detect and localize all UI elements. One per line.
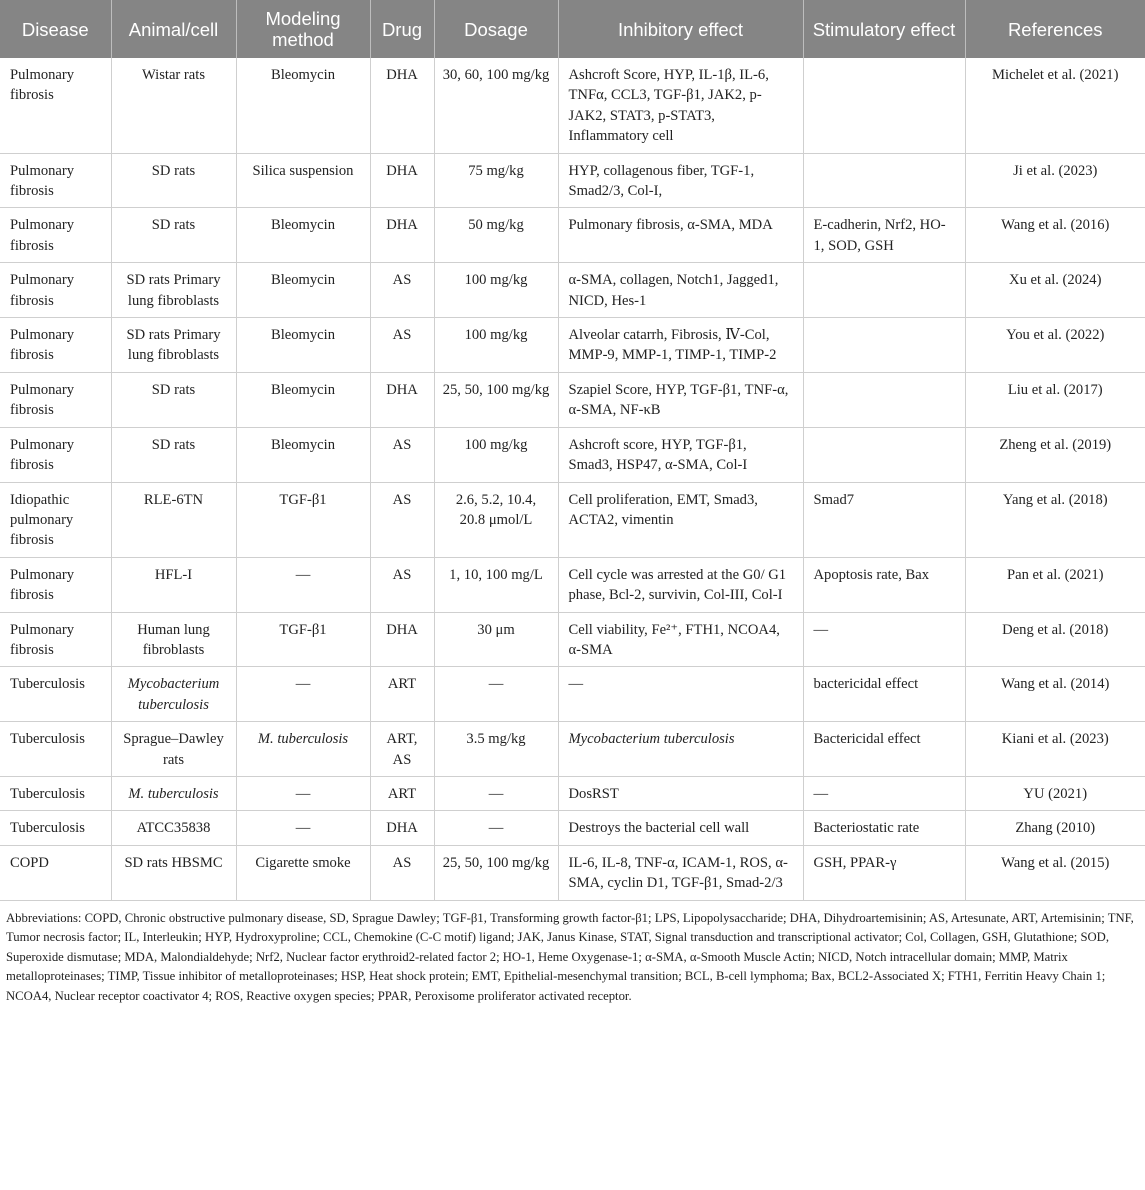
cell-stimulatory-effect xyxy=(803,427,965,482)
table-row xyxy=(0,58,1145,153)
cell-stimulatory-effect: Bacteriostatic rate xyxy=(803,811,965,845)
cell-dosage: 100 mg/kg xyxy=(434,318,558,373)
table-row xyxy=(0,427,1145,482)
cell-disease: Pulmonary fibrosis xyxy=(0,58,111,153)
cell-dosage: — xyxy=(434,776,558,810)
cell-disease: Pulmonary fibrosis xyxy=(0,263,111,318)
cell-references: You et al. (2022) xyxy=(965,318,1145,373)
cell-animal-cell: ATCC35838 xyxy=(111,811,236,845)
table-row xyxy=(0,557,1145,612)
header-stimulatory-effect: Stimulatory effect xyxy=(803,0,965,58)
cell-dosage: 75 mg/kg xyxy=(434,153,558,208)
cell-modeling-method: Silica suspension xyxy=(236,153,370,208)
cell-inhibitory-effect: Szapiel Score, HYP, TGF-β1, TNF-α, α-SMA, NF-κB xyxy=(558,372,803,427)
cell-drug: AS xyxy=(370,263,434,318)
cell-dosage: 100 mg/kg xyxy=(434,427,558,482)
cell-modeling-method: Bleomycin xyxy=(236,372,370,427)
cell-disease: Pulmonary fibrosis xyxy=(0,153,111,208)
cell-inhibitory-effect: Cell viability, Fe²⁺, FTH1, NCOA4, α-SMA xyxy=(558,612,803,667)
cell-modeling-method: — xyxy=(236,811,370,845)
cell-animal-cell: Wistar rats xyxy=(111,58,236,153)
cell-disease: Pulmonary fibrosis xyxy=(0,318,111,373)
cell-disease: Tuberculosis xyxy=(0,722,111,777)
cell-disease: Tuberculosis xyxy=(0,776,111,810)
cell-modeling-method: Bleomycin xyxy=(236,427,370,482)
cell-drug: DHA xyxy=(370,612,434,667)
cell-stimulatory-effect: bactericidal effect xyxy=(803,667,965,722)
cell-drug: ART xyxy=(370,776,434,810)
cell-references: Xu et al. (2024) xyxy=(965,263,1145,318)
cell-stimulatory-effect: GSH, PPAR-γ xyxy=(803,845,965,900)
cell-dosage: 1, 10, 100 mg/L xyxy=(434,557,558,612)
cell-animal-cell: Sprague–Dawley rats xyxy=(111,722,236,777)
cell-animal-cell: M. tuberculosis xyxy=(111,776,236,810)
table-row xyxy=(0,482,1145,557)
cell-references: Deng et al. (2018) xyxy=(965,612,1145,667)
cell-drug: ART, AS xyxy=(370,722,434,777)
table-row xyxy=(0,667,1145,722)
header-references: References xyxy=(965,0,1145,58)
cell-modeling-method: Bleomycin xyxy=(236,263,370,318)
cell-dosage: — xyxy=(434,811,558,845)
cell-drug: DHA xyxy=(370,153,434,208)
cell-drug: DHA xyxy=(370,811,434,845)
header-inhibitory-effect: Inhibitory effect xyxy=(558,0,803,58)
cell-dosage: 2.6, 5.2, 10.4, 20.8 μmol/L xyxy=(434,482,558,557)
cell-modeling-method: Cigarette smoke xyxy=(236,845,370,900)
cell-stimulatory-effect: Bactericidal effect xyxy=(803,722,965,777)
table-row xyxy=(0,811,1145,845)
table-row xyxy=(0,208,1145,263)
cell-inhibitory-effect: Pulmonary fibrosis, α-SMA, MDA xyxy=(558,208,803,263)
cell-dosage: 3.5 mg/kg xyxy=(434,722,558,777)
table-row xyxy=(0,845,1145,900)
cell-animal-cell: Human lung fibroblasts xyxy=(111,612,236,667)
cell-drug: AS xyxy=(370,427,434,482)
cell-drug: DHA xyxy=(370,58,434,153)
cell-modeling-method: — xyxy=(236,776,370,810)
cell-disease: Pulmonary fibrosis xyxy=(0,372,111,427)
cell-references: Pan et al. (2021) xyxy=(965,557,1145,612)
table-body xyxy=(0,58,1145,900)
cell-dosage: 25, 50, 100 mg/kg xyxy=(434,372,558,427)
cell-dosage: 30 μm xyxy=(434,612,558,667)
cell-animal-cell: SD rats Primary lung fibroblasts xyxy=(111,318,236,373)
cell-inhibitory-effect: HYP, collagenous fiber, TGF-1, Smad2/3, Col-I, xyxy=(558,153,803,208)
cell-modeling-method: — xyxy=(236,557,370,612)
cell-stimulatory-effect xyxy=(803,153,965,208)
cell-modeling-method: Bleomycin xyxy=(236,318,370,373)
cell-references: Kiani et al. (2023) xyxy=(965,722,1145,777)
cell-modeling-method: TGF-β1 xyxy=(236,482,370,557)
header-modeling-method: Modeling method xyxy=(236,0,370,58)
table-row xyxy=(0,612,1145,667)
cell-references: Wang et al. (2014) xyxy=(965,667,1145,722)
cell-animal-cell: SD rats xyxy=(111,153,236,208)
cell-references: Zheng et al. (2019) xyxy=(965,427,1145,482)
table-row xyxy=(0,263,1145,318)
cell-dosage: 25, 50, 100 mg/kg xyxy=(434,845,558,900)
cell-inhibitory-effect: Destroys the bacterial cell wall xyxy=(558,811,803,845)
cell-references: Zhang (2010) xyxy=(965,811,1145,845)
cell-drug: AS xyxy=(370,557,434,612)
cell-inhibitory-effect: Cell proliferation, EMT, Smad3, ACTA2, vimentin xyxy=(558,482,803,557)
cell-inhibitory-effect: Ashcroft Score, HYP, IL-1β, IL-6, TNFα, CCL3, TGF-β1, JAK2, p-JAK2, STAT3, p-STAT3, Inflammatory cell xyxy=(558,58,803,153)
cell-references: Wang et al. (2016) xyxy=(965,208,1145,263)
cell-modeling-method: — xyxy=(236,667,370,722)
cell-inhibitory-effect: Ashcroft score, HYP, TGF-β1, Smad3, HSP47, α-SMA, Col-I xyxy=(558,427,803,482)
cell-stimulatory-effect: — xyxy=(803,612,965,667)
cell-disease: Pulmonary fibrosis xyxy=(0,208,111,263)
cell-inhibitory-effect: Mycobacterium tuberculosis xyxy=(558,722,803,777)
cell-stimulatory-effect: E-cadherin, Nrf2, HO-1, SOD, GSH xyxy=(803,208,965,263)
cell-drug: DHA xyxy=(370,372,434,427)
cell-dosage: 30, 60, 100 mg/kg xyxy=(434,58,558,153)
cell-animal-cell: HFL-I xyxy=(111,557,236,612)
cell-references: Liu et al. (2017) xyxy=(965,372,1145,427)
cell-animal-cell: SD rats xyxy=(111,372,236,427)
cell-stimulatory-effect xyxy=(803,58,965,153)
header-dosage: Dosage xyxy=(434,0,558,58)
cell-animal-cell: RLE-6TN xyxy=(111,482,236,557)
cell-references: Wang et al. (2015) xyxy=(965,845,1145,900)
table-row xyxy=(0,318,1145,373)
cell-modeling-method: Bleomycin xyxy=(236,58,370,153)
cell-disease: Idiopathic pulmonary fibrosis xyxy=(0,482,111,557)
cell-references: Michelet et al. (2021) xyxy=(965,58,1145,153)
cell-references: Ji et al. (2023) xyxy=(965,153,1145,208)
cell-drug: ART xyxy=(370,667,434,722)
cell-stimulatory-effect xyxy=(803,318,965,373)
table-row xyxy=(0,776,1145,810)
cell-modeling-method: TGF-β1 xyxy=(236,612,370,667)
cell-drug: AS xyxy=(370,318,434,373)
abbreviations-footnote: Abbreviations: COPD, Chronic obstructive pulmonary disease, SD, Sprague Dawley; TGF-β1, Transforming growth factor-β1; LPS, Lipopolysaccharide; DHA, Dihydroartemisinin; AS, Artesunate, ART, Artemisinin; TNF, Tumor necrosis factor; IL, Interleukin; HYP, Hydroxyproline; CCL, Chemokine (C-C motif) ligand; JAK, Janus Kinase, STAT, Signal transduction and transcriptional activator; Col, Collagen, GSH, Glutathione; SOD, Superoxide dismutase; MDA, Malondialdehyde; Nrf2, Nuclear factor erythroid2-related factor 2; HO-1, Heme Oxygenase-1; α-SMA, α-Smooth Muscle Actin; NICD, Notch intracellular domain; MMP, Matrix metalloproteinases; TIMP, Tissue inhibitor of metalloproteinases; HSP, Heat shock protein; EMT, Epithelial-mesenchymal transition; BCL, B-cell lymphoma; Bax, BCL2-Associated X; FTH1, Ferritin Heavy Chain 1; NCOA4, Nuclear receptor coactivator 4; ROS, Reactive oxygen species; PPAR, Peroxisome proliferator activated receptor. xyxy=(6,910,1134,1003)
cell-references: Yang et al. (2018) xyxy=(965,482,1145,557)
cell-stimulatory-effect xyxy=(803,372,965,427)
cell-inhibitory-effect: Alveolar catarrh, Fibrosis, Ⅳ-Col, MMP-9, MMP-1, TIMP-1, TIMP-2 xyxy=(558,318,803,373)
cell-stimulatory-effect: — xyxy=(803,776,965,810)
cell-animal-cell: SD rats xyxy=(111,208,236,263)
cell-stimulatory-effect xyxy=(803,263,965,318)
cell-disease: Tuberculosis xyxy=(0,811,111,845)
header-disease: Disease xyxy=(0,0,111,58)
table-row xyxy=(0,372,1145,427)
cell-dosage: 50 mg/kg xyxy=(434,208,558,263)
cell-disease: Pulmonary fibrosis xyxy=(0,557,111,612)
table-row xyxy=(0,153,1145,208)
cell-inhibitory-effect: Cell cycle was arrested at the G0/ G1 phase, Bcl-2, survivin, Col-III, Col-I xyxy=(558,557,803,612)
cell-disease: Pulmonary fibrosis xyxy=(0,427,111,482)
cell-stimulatory-effect: Smad7 xyxy=(803,482,965,557)
cell-stimulatory-effect: Apoptosis rate, Bax xyxy=(803,557,965,612)
cell-animal-cell: SD rats HBSMC xyxy=(111,845,236,900)
cell-inhibitory-effect: IL-6, IL-8, TNF-α, ICAM-1, ROS, α-SMA, cyclin D1, TGF-β1, Smad-2/3 xyxy=(558,845,803,900)
table-row xyxy=(0,722,1145,777)
cell-inhibitory-effect: DosRST xyxy=(558,776,803,810)
cell-animal-cell: SD rats xyxy=(111,427,236,482)
header-drug: Drug xyxy=(370,0,434,58)
cell-disease: COPD xyxy=(0,845,111,900)
cell-dosage: — xyxy=(434,667,558,722)
cell-inhibitory-effect: — xyxy=(558,667,803,722)
cell-drug: AS xyxy=(370,845,434,900)
cell-references: YU (2021) xyxy=(965,776,1145,810)
cell-modeling-method: M. tuberculosis xyxy=(236,722,370,777)
cell-drug: DHA xyxy=(370,208,434,263)
cell-animal-cell: Mycobacterium tuberculosis xyxy=(111,667,236,722)
cell-inhibitory-effect: α-SMA, collagen, Notch1, Jagged1, NICD, Hes-1 xyxy=(558,263,803,318)
cell-dosage: 100 mg/kg xyxy=(434,263,558,318)
header-animal-cell: Animal/cell xyxy=(111,0,236,58)
cell-disease: Pulmonary fibrosis xyxy=(0,612,111,667)
cell-modeling-method: Bleomycin xyxy=(236,208,370,263)
cell-animal-cell: SD rats Primary lung fibroblasts xyxy=(111,263,236,318)
cell-disease: Tuberculosis xyxy=(0,667,111,722)
cell-drug: AS xyxy=(370,482,434,557)
header-row xyxy=(0,0,1145,58)
